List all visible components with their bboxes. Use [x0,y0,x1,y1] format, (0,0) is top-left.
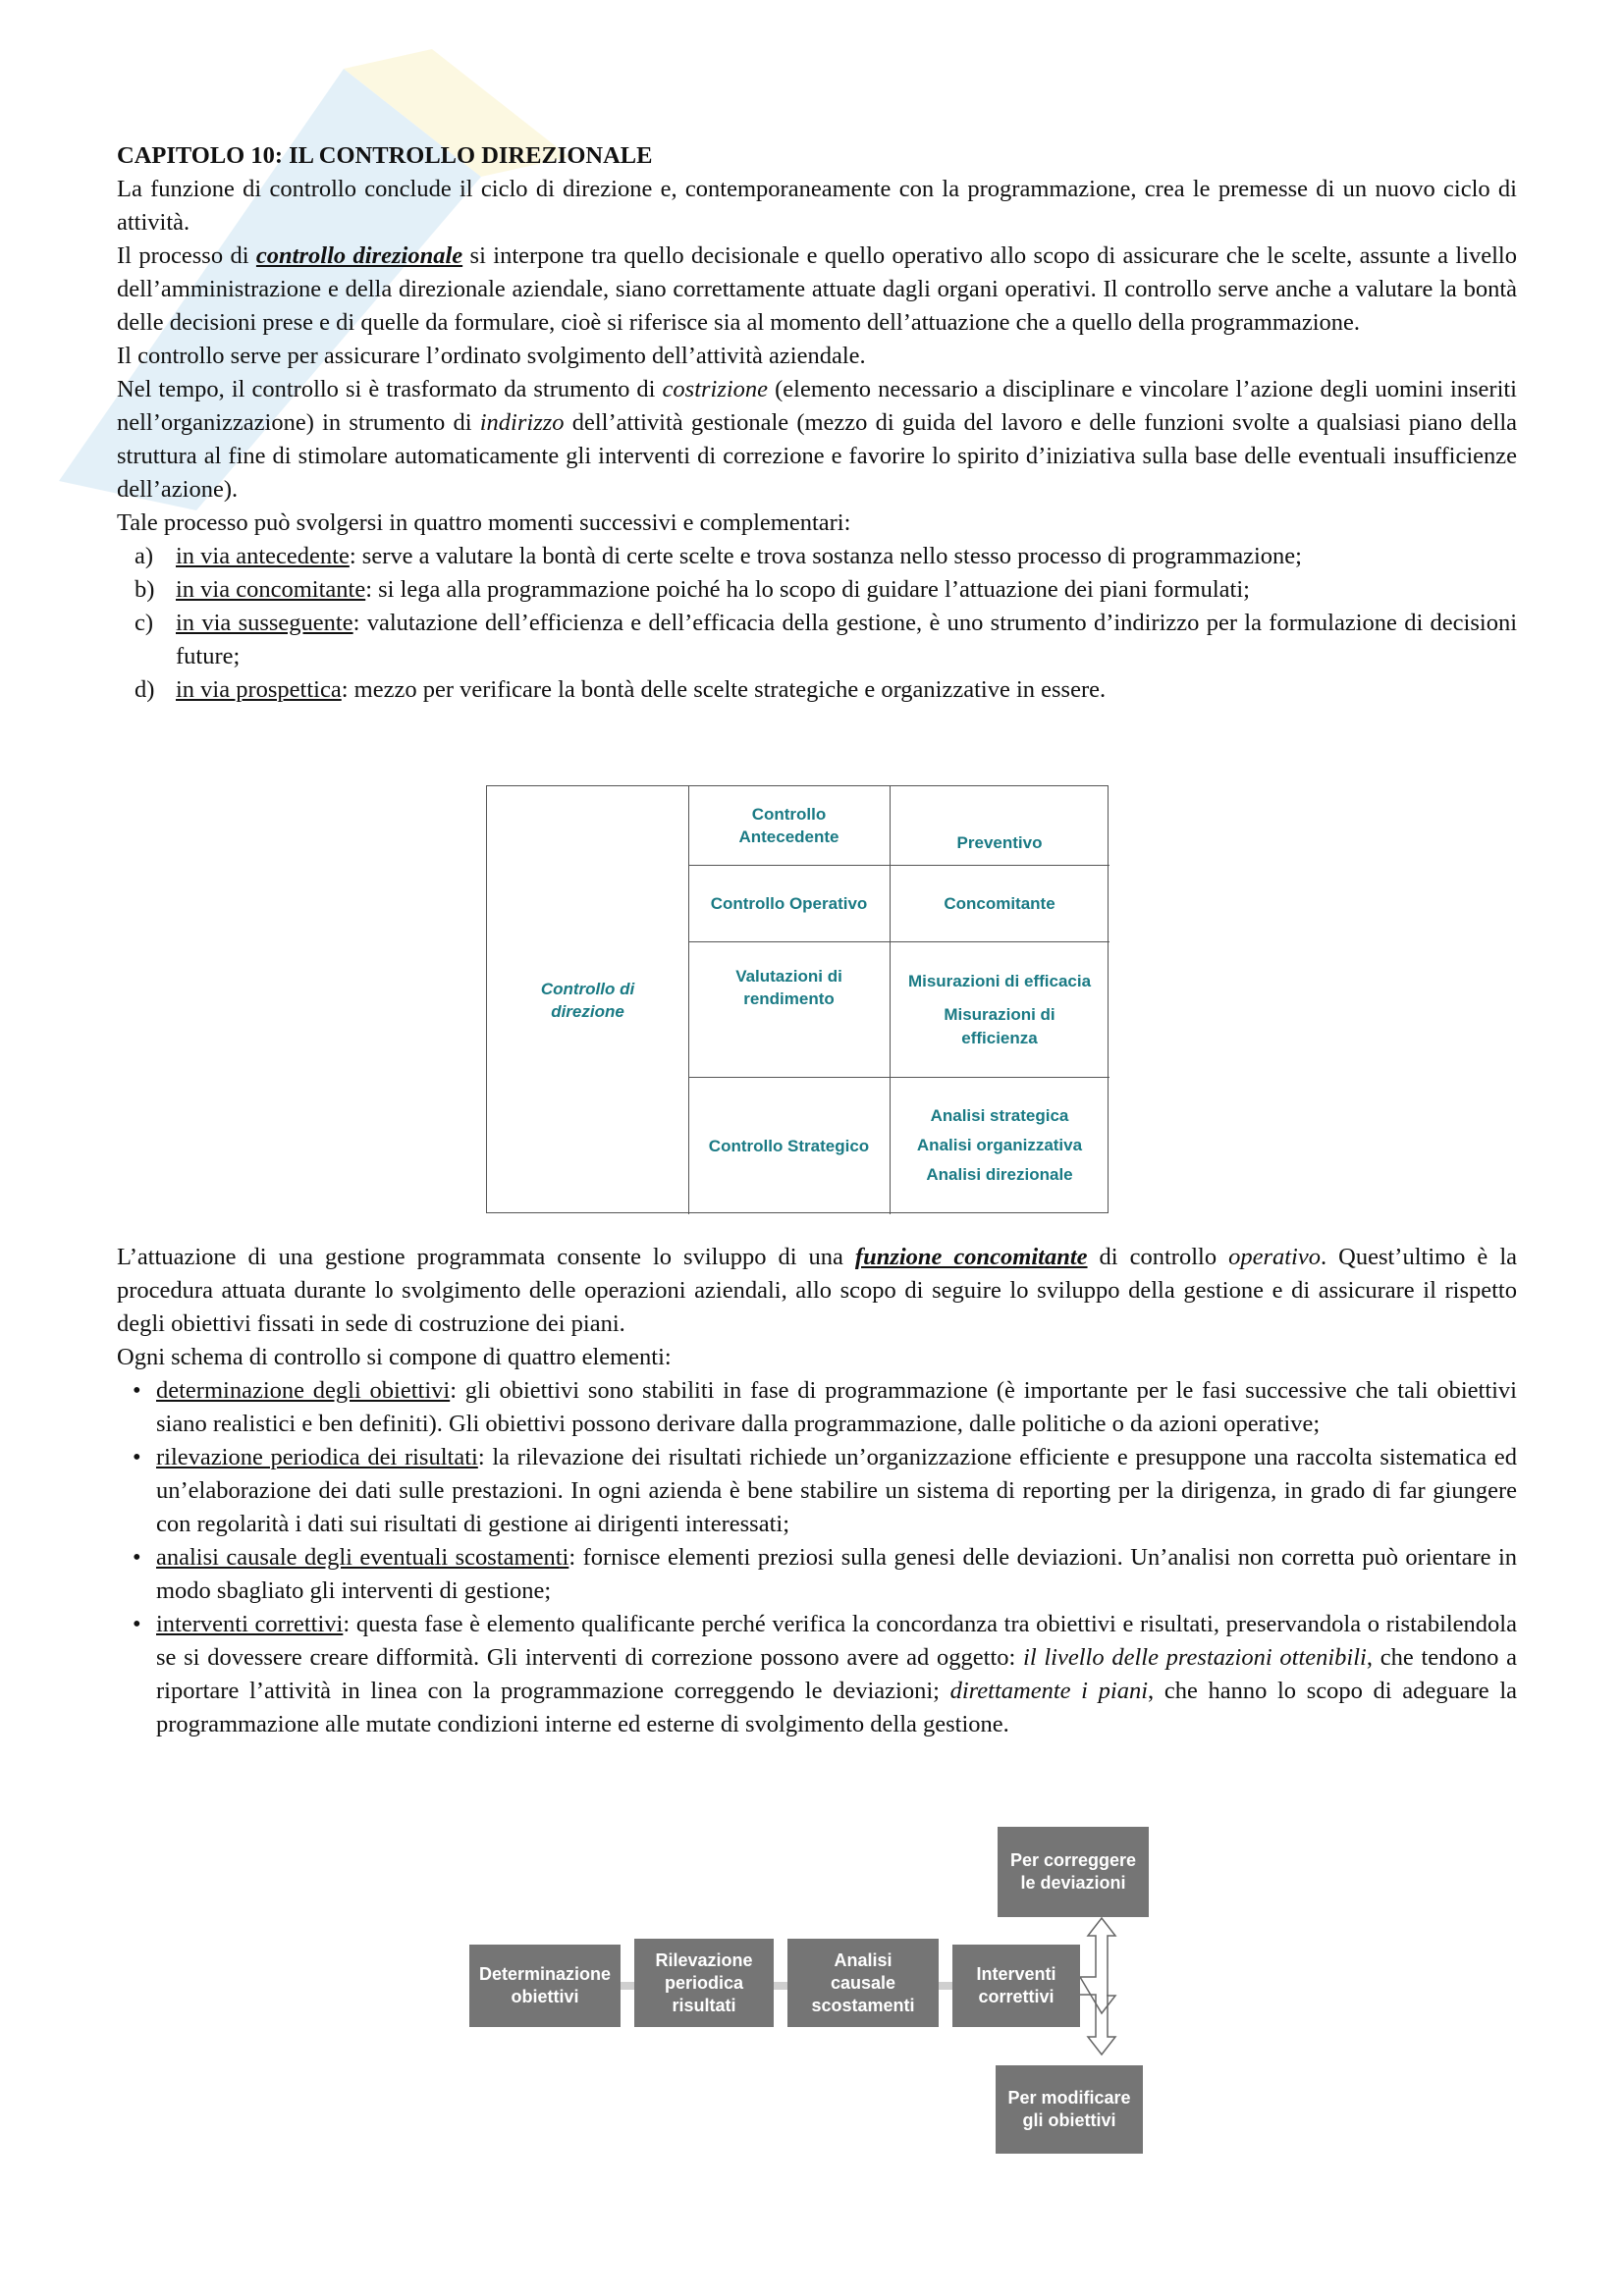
text-span: si interpone tra quello decisionale e quello operativo allo scopo di assicurare che le scelte, assunte a livello dell’amministrazione e della direzionale aziendale, siano correttamente attuate dagli organi operativi. Il controllo serve anche a valutare la bontà delle decisioni prese e di quelle da formulare, cioè si riferisce sia al momento dell’attuazione che a quello della programmazione. [117,242,1517,336]
bullet-icon: • [133,1444,141,1470]
table-cell-type [688,786,890,865]
table-cell-type [688,1077,890,1214]
cell-line: Valutazioni di [735,967,842,986]
list-text: : mezzo per verificare la bontà delle scelte strategiche e organizzative in essere. [341,676,1107,703]
list-item [117,1541,1517,1608]
term-controllo-direzionale: controllo direzionale [255,242,463,269]
arrow-down-icon [1080,1995,1115,2055]
bullet-icon: • [133,1544,141,1571]
paragraph-evolution [117,373,1517,507]
cell-line: efficienza [961,1029,1038,1047]
term-operativo: operativo [1228,1244,1321,1270]
flow-step-detection [634,1939,774,2027]
list-text: : valutazione dell’efficienza e dell’efficacia della gestione, è uno strumento d’indirizzo per la formulazione di decisioni future; [176,610,1517,669]
cell-line: Controllo [751,805,827,824]
list-text: , che tendono a riportare l’attività in linea con la programmazione correggendo le deviazioni; [156,1644,1517,1704]
list-term: analisi causale degli eventuali scostamenti [156,1544,569,1571]
left-label-line: Controllo di [540,980,635,998]
cell-line: Misurazioni di [944,1005,1055,1024]
cell-line: rendimento [743,989,835,1008]
cell-line: Analisi strategica [930,1106,1069,1125]
list-marker: b) [135,576,155,603]
table-cell-desc [890,1077,1109,1214]
cell-line: Misurazioni di efficacia [907,972,1092,990]
step-line: risultati [672,1995,736,2015]
step-line: correttivi [978,1987,1055,2006]
list-marker: a) [135,543,154,569]
divider [688,941,1109,942]
outcome-line: Per modificare [1007,2088,1131,2108]
list-term: in via concomitante [176,576,366,603]
paragraph-concomitant [117,1241,1517,1341]
list-term: rilevazione periodica dei risultati [156,1444,478,1470]
paragraph-moments-intro: Tale processo può svolgersi in quattro momenti successivi e complementari: [117,509,851,536]
list-term: in via susseguente [176,610,353,636]
cell-line: Analisi organizzativa [916,1136,1083,1154]
text-span: L’attuazione di una gestione programmata consente lo sviluppo di una [117,1244,855,1270]
flow-step-interventions [952,1945,1080,2027]
cell-line: Concomitante [944,893,1055,913]
outcome-line: Per correggere [1009,1850,1137,1870]
bullet-icon: • [133,1611,141,1637]
list-text: , che hanno lo scopo di adeguare la programmazione alle mutate condizioni interne ed esterne di svolgimento della gestione. [156,1678,1517,1737]
arrow-up-icon [1080,1918,1115,2013]
list-marker: c) [135,610,154,636]
text-span: di controllo [1087,1244,1229,1270]
term-livello-prestazioni: il livello delle prestazioni ottenibili [1023,1644,1367,1671]
paragraph-purpose: Il controllo serve per assicurare l’ordinato svolgimento dell’attività aziendale. [117,343,866,369]
document-body [117,139,1517,707]
list-marker: d) [135,676,155,703]
outcome-line: le deviazioni [1020,1873,1126,1893]
left-label-line: direzione [551,1002,624,1021]
flow-step-analysis [787,1939,939,2027]
cell-line: Antecedente [738,828,839,846]
document-body-continued [117,1241,1517,1741]
elements-list [117,1374,1517,1741]
page-title: CAPITOLO 10: IL CONTROLLO DIREZIONALE [117,142,653,169]
term-direttamente-piani: direttamente i piani [949,1678,1149,1704]
list-text: : la rilevazione dei risultati richiede un’organizzazione efficiente e presuppone una raccolta sistematica ed un’elaborazione dei dati sulle prestazioni. In ogni azienda è bene stabilire un sistema di reporting per la dirigenza, in grado di far giungere con regolarità i dati sui risultati di gestione ai dirigenti interessati; [156,1444,1517,1537]
table-left-label [487,786,688,1214]
control-types-diagram [486,785,1109,1213]
term-costrizione: costrizione [662,376,769,402]
term-indirizzo: indirizzo [479,409,565,436]
list-item [117,1608,1517,1741]
flow-outcome-modify [996,2065,1143,2154]
list-term: in via antecedente [176,543,350,569]
list-text: : serve a valutare la bontà di certe scelte e trova sostanza nello stesso processo di programmazione; [349,543,1302,569]
list-item [117,540,1517,573]
cell-line: Preventivo [956,832,1043,852]
list-item [117,1374,1517,1441]
list-text: : si lega alla programmazione poiché ha lo scopo di guidare l’attuazione dei piani formulati; [365,576,1250,603]
table-cell-type [688,865,890,941]
step-line: Rilevazione [655,1949,753,1970]
cell-line: Analisi direzionale [926,1165,1073,1184]
list-text: : fornisce elementi preziosi sulla genesi delle deviazioni. Un’analisi non corretta può orientare in modo sbagliato gli interventi di gestione; [156,1544,1517,1604]
text-span: dell’attività gestionale (mezzo di guida del lavoro e delle funzioni svolte a qualsiasi piano della struttura al fine di stimolare automaticamente gli interventi di correzione e favorire lo spirito d’iniziativa sulla base delle eventuali insufficienze dell’azione). [117,409,1517,503]
list-item [117,673,1517,707]
table-cell-desc [890,865,1109,941]
paragraph-intro: La funzione di controllo conclude il ciclo di direzione e, contemporaneamente con la programmazione, crea le premesse di un nuovo ciclo di attività. [117,176,1517,236]
table-cell-desc [890,961,1109,1059]
list-term: in via prospettica [176,676,342,703]
moments-list [117,540,1517,707]
cell-line: Controllo Operativo [710,893,868,913]
table-cell-type [688,953,890,1022]
step-line: scostamenti [811,1995,915,2015]
paragraph-process [117,240,1517,340]
text-span: Nel tempo, il controllo si è trasformato da strumento di [117,376,663,402]
term-funzione-concomitante: funzione concomitante [854,1244,1088,1270]
bullet-icon: • [133,1377,141,1404]
text-span: (elemento necessario a disciplinare e vincolare l’azione degli uomini inseriti nell’organizzazione) in strumento di [117,376,1517,436]
text-span: . Quest’ultimo è la procedura attuata durante lo svolgimento delle operazioni aziendali, allo scopo di seguire lo sviluppo della gestione e di assicurare il rispetto degli obiettivi fissati in sede di costruzione dei piani. [117,1244,1518,1337]
list-item [117,1441,1517,1541]
step-line: causale [830,1972,896,1993]
outcome-line: gli obiettivi [1022,2110,1116,2130]
flow-outcome-correct [998,1827,1149,1917]
list-item [117,607,1517,673]
cell-line: Controllo Strategico [708,1136,870,1155]
step-line: Analisi [834,1949,893,1970]
list-text: : questa fase è elemento qualificante perché verifica la concordanza tra obiettivi e risultati, preservandola o ristabilendola se si dovessere creare difformità. Gli interventi di correzione possono avere ad oggetto: [156,1611,1517,1671]
list-text: : gli obiettivi sono stabiliti in fase di programmazione (è importante per le fasi successive che tali obiettivi siano realistici e ben definiti). Gli obiettivi possono derivare dalla programmazione, dalle politiche o da azioni operative; [156,1377,1517,1437]
step-line: Determinazione [478,1964,612,1984]
list-term: determinazione degli obiettivi [156,1377,451,1404]
step-line: periodica [664,1972,743,1993]
step-line: Interventi [976,1964,1056,1984]
step-line: obiettivi [511,1987,579,2006]
list-term: interventi correttivi [156,1611,344,1637]
flow-step-determination [469,1945,621,2027]
list-item [117,573,1517,607]
text-span: Il processo di [117,242,256,269]
paragraph-elements-intro: Ogni schema di controllo si compone di quattro elementi: [117,1344,672,1370]
